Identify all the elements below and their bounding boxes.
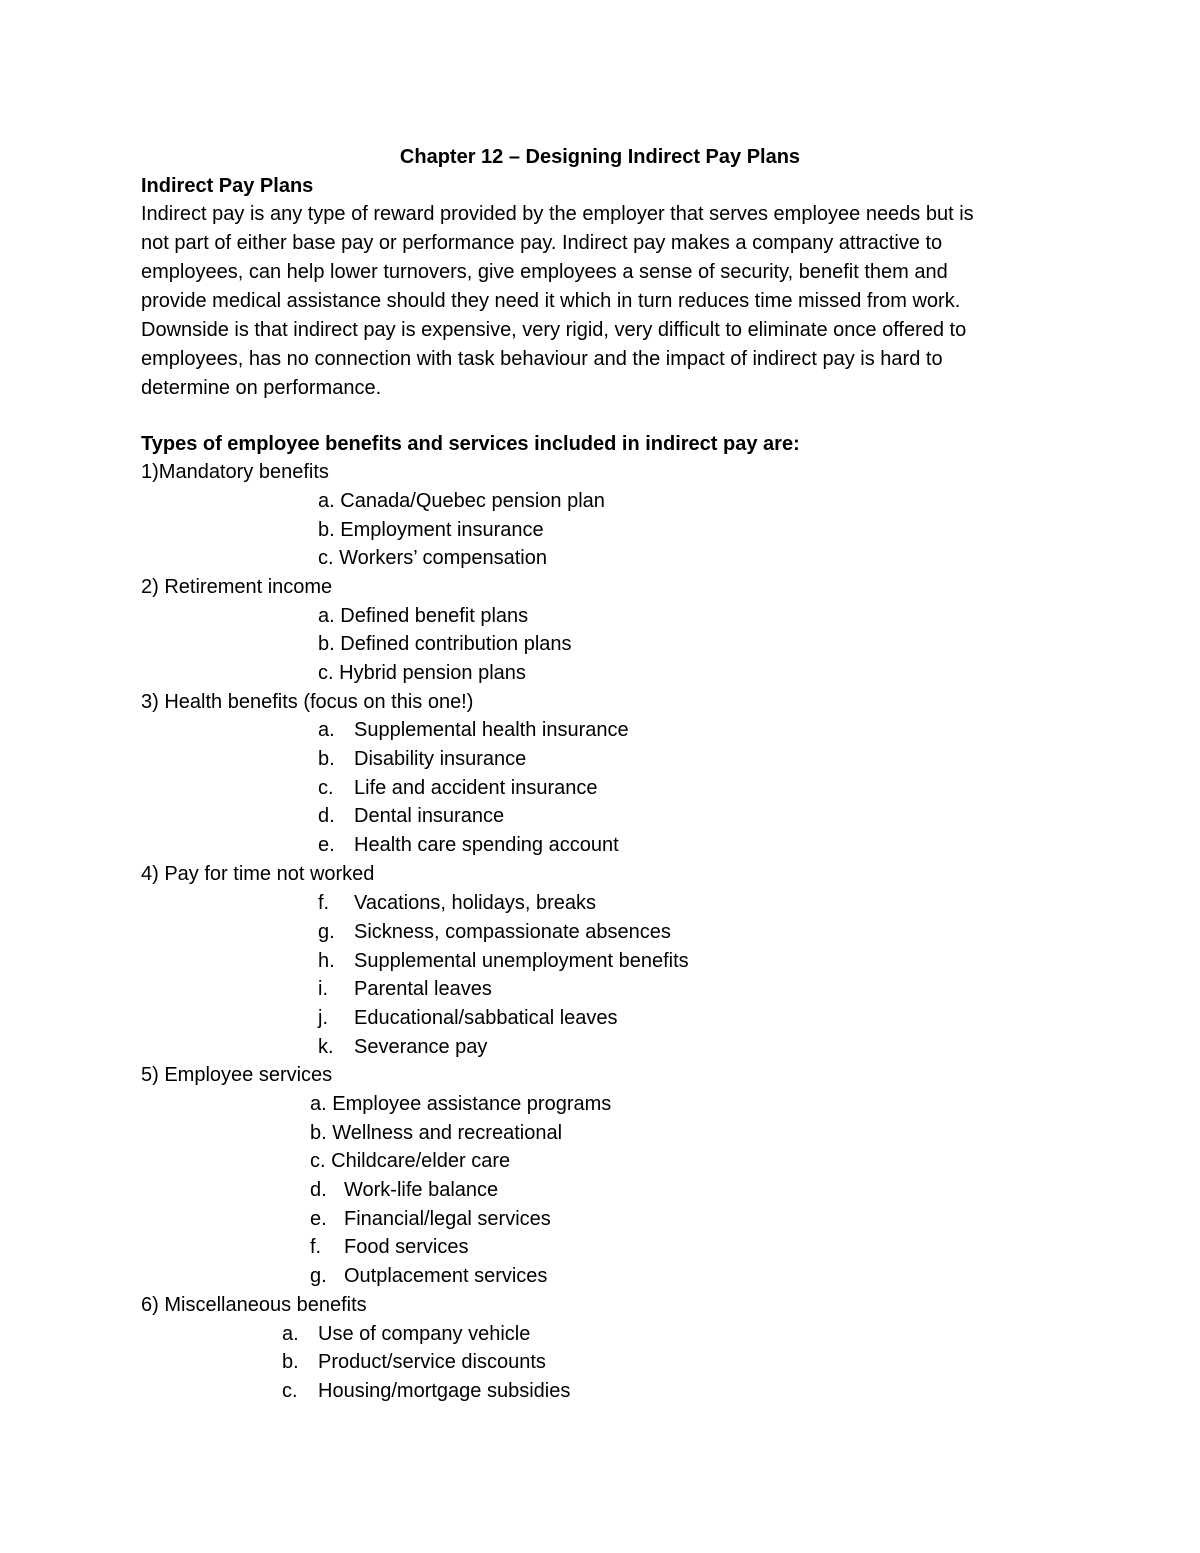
category-heading: 6) Miscellaneous benefits bbox=[141, 1294, 367, 1316]
paragraph-line: employees, can help lower turnovers, give employees a sense of security, benefit them and bbox=[141, 261, 948, 283]
types-heading: Types of employee benefits and services included in indirect pay are: bbox=[141, 433, 800, 455]
list-item: b. Defined contribution plans bbox=[318, 633, 572, 655]
paragraph-line: Indirect pay is any type of reward provided by the employer that serves employee needs but is bbox=[141, 203, 974, 225]
list-item: c. Workers’ compensation bbox=[318, 547, 547, 569]
list-item: c. Life and accident insurance bbox=[318, 777, 598, 799]
list-item: c. Hybrid pension plans bbox=[318, 662, 526, 684]
list-item: b. Disability insurance bbox=[318, 748, 527, 770]
list-item: b. Product/service discounts bbox=[282, 1351, 546, 1373]
paragraph-line: determine on performance. bbox=[141, 377, 382, 399]
list-item: j. Educational/sabbatical leaves bbox=[318, 1007, 618, 1029]
list-item: d. Dental insurance bbox=[318, 805, 505, 827]
list-item: f. Food services bbox=[310, 1236, 469, 1258]
list-item: c. Childcare/elder care bbox=[310, 1150, 511, 1172]
document-title: Chapter 12 – Designing Indirect Pay Plans bbox=[399, 146, 801, 168]
section-heading: Indirect Pay Plans bbox=[141, 175, 314, 197]
list-item: d. Work-life balance bbox=[310, 1179, 499, 1201]
list-item: b. Employment insurance bbox=[318, 519, 544, 541]
intro-paragraph bbox=[141, 200, 1071, 403]
paragraph-line: Downside is that indirect pay is expensive, very rigid, very difficult to eliminate once offered to bbox=[141, 319, 967, 341]
paragraph-line: provide medical assistance should they need it which in turn reduces time missed from work. bbox=[141, 290, 961, 312]
list-item: a. Employee assistance programs bbox=[310, 1093, 612, 1115]
list-item: g. Outplacement services bbox=[310, 1265, 548, 1287]
paragraph-line: employees, has no connection with task behaviour and the impact of indirect pay is hard to bbox=[141, 348, 943, 370]
list-item: a. Canada/Quebec pension plan bbox=[318, 490, 605, 512]
category-heading: 1)Mandatory benefits bbox=[141, 461, 329, 483]
list-item: e. Health care spending account bbox=[318, 834, 619, 856]
category-heading: 4) Pay for time not worked bbox=[141, 863, 375, 885]
list-item: g. Sickness, compassionate absences bbox=[318, 921, 671, 943]
list-item: e. Financial/legal services bbox=[310, 1208, 551, 1230]
list-item: h. Supplemental unemployment benefits bbox=[318, 950, 689, 972]
list-item: a. Supplemental health insurance bbox=[318, 719, 629, 741]
category-heading: 3) Health benefits (focus on this one!) bbox=[141, 691, 474, 713]
list-item: a. Use of company vehicle bbox=[282, 1323, 531, 1345]
list-item: i. Parental leaves bbox=[318, 978, 492, 1000]
list-item: k. Severance pay bbox=[318, 1036, 488, 1058]
list-item: b. Wellness and recreational bbox=[310, 1122, 563, 1144]
category-heading: 5) Employee services bbox=[141, 1064, 333, 1086]
list-item: c. Housing/mortgage subsidies bbox=[282, 1380, 571, 1402]
paragraph-line: not part of either base pay or performance pay. Indirect pay makes a company attractive to bbox=[141, 232, 943, 254]
list-item: f. Vacations, holidays, breaks bbox=[318, 892, 596, 914]
category-heading: 2) Retirement income bbox=[141, 576, 333, 598]
list-item: a. Defined benefit plans bbox=[318, 605, 529, 627]
